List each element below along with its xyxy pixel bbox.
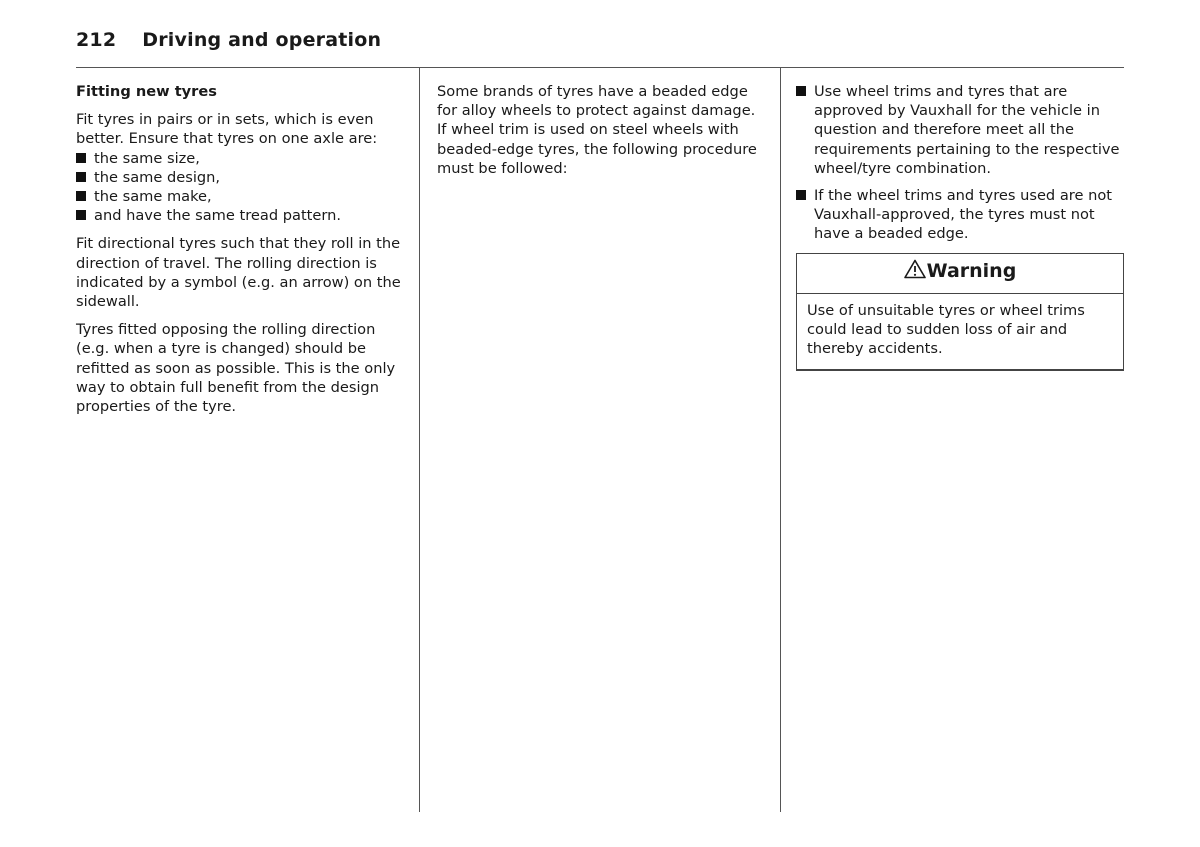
square-bullet-icon (796, 190, 806, 200)
wheel-trim-procedure-list (796, 82, 1124, 244)
opposing-direction-paragraph: Tyres fitted opposing the rolling direction (e.g. when a tyre is changed) should be refitted as soon as possible. This is the only way to obtain full benefit from the design properties of the tyre. (76, 321, 396, 416)
header-divider (76, 67, 1124, 68)
intro-paragraph: Fit tyres in pairs or in sets, which is even better. Ensure that tyres on one axle are: (76, 111, 378, 148)
list-item-text: and have the same tread pattern. (94, 207, 341, 225)
page-header (76, 29, 381, 51)
list-item-text: the same size, (94, 149, 200, 167)
list-item-text: If the wheel trims and tyres used are not Vauxhall-approved, the tyres must not have a beaded edge. (814, 187, 1112, 243)
list-item (76, 168, 406, 187)
square-bullet-icon (76, 191, 86, 201)
list-item (76, 149, 406, 168)
warning-triangle-icon (904, 259, 926, 286)
list-item (76, 187, 406, 206)
column-3 (796, 82, 1124, 371)
warning-box (796, 253, 1124, 372)
warning-title: Warning (926, 259, 1017, 282)
list-item-text: Use wheel trims and tyres that are approved by Vauxhall for the vehicle in question and therefore meet all the requirements pertaining to the respective wheel/tyre combination. (814, 83, 1120, 177)
square-bullet-icon (796, 86, 806, 96)
list-item (796, 82, 1124, 178)
warning-heading (797, 254, 1123, 294)
square-bullet-icon (76, 172, 86, 182)
axle-requirements-list (76, 149, 406, 226)
list-item-text: the same make, (94, 188, 212, 206)
page-number: 212 (76, 29, 117, 51)
column-2 (437, 82, 767, 187)
column-1 (76, 82, 406, 425)
list-item (76, 206, 406, 225)
page-title: Driving and operation (142, 29, 382, 51)
square-bullet-icon (76, 153, 86, 163)
directional-tyres-paragraph: Fit directional tyres such that they roll in the direction of travel. The rolling direction is indicated by a symbol (e.g. an arrow) on the sidewall. (76, 235, 401, 311)
column-divider-left (419, 68, 420, 812)
section-heading: Fitting new tyres (76, 83, 217, 100)
warning-text: Use of unsuitable tyres or wheel trims could lead to sudden loss of air and thereby accidents. (807, 301, 1085, 358)
beaded-edge-paragraph: Some brands of tyres have a beaded edge for alloy wheels to protect against damage. If wheel trim is used on steel wheels with beaded-edge tyres, the following procedure must be followed: (437, 83, 757, 177)
square-bullet-icon (76, 210, 86, 220)
list-item-text: the same design, (94, 168, 221, 186)
column-divider-right (780, 68, 781, 812)
list-item (796, 186, 1124, 244)
